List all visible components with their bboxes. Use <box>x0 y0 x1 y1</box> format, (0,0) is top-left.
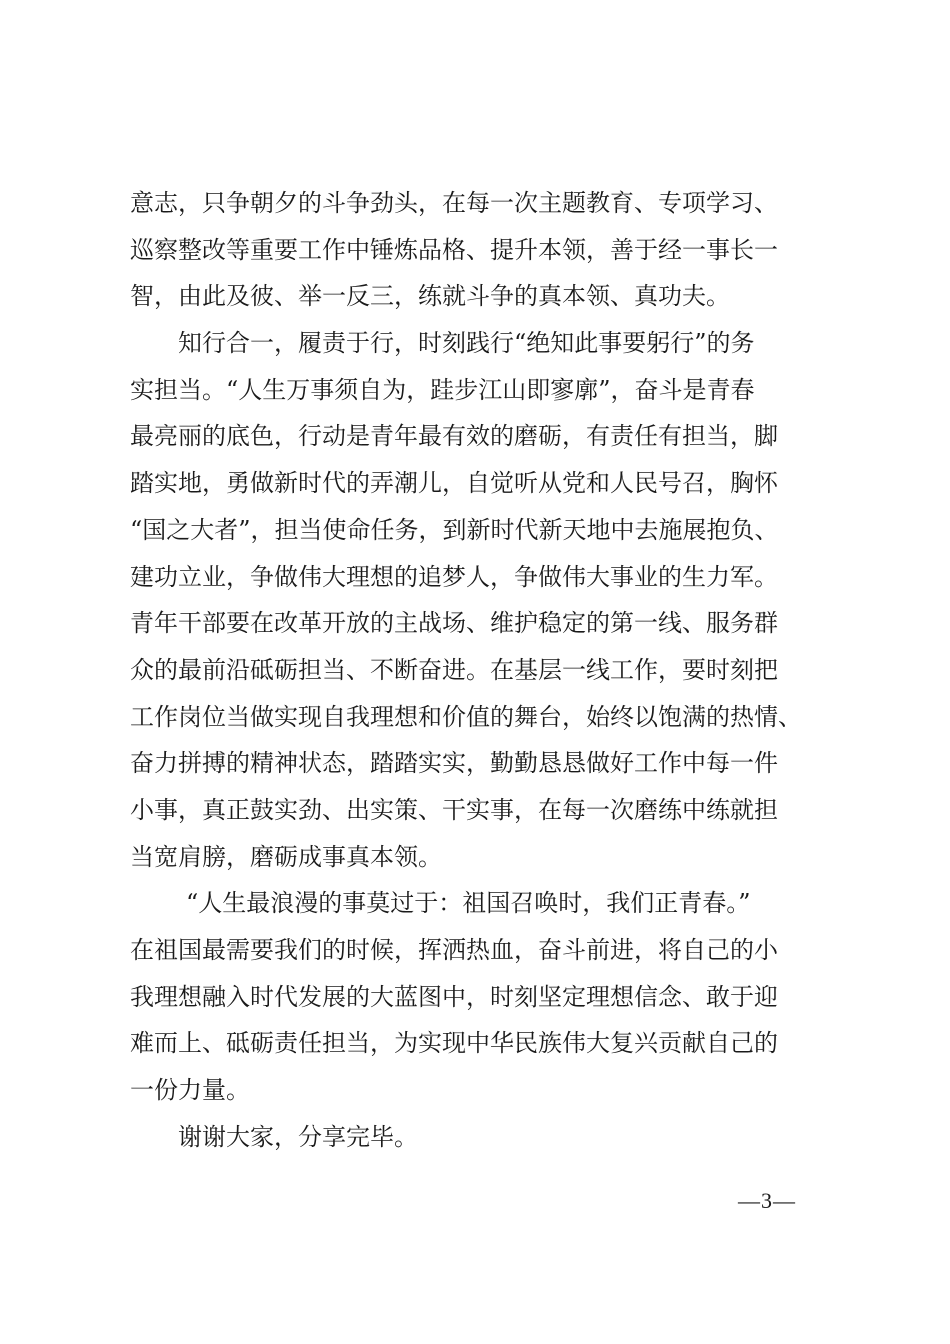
text-line: 实担当。“人生万事须自为，跬步江山即寥廓”，奋斗是青春 <box>130 375 755 404</box>
text-line: 我理想融入时代发展的大蓝图中，时刻坚定理想信念、敢于迎 <box>130 982 778 1011</box>
text-line: 智，由此及彼、举一反三，练就斗争的真本领、真功夫。 <box>130 282 730 311</box>
text-line: 难而上、砥砺责任担当，为实现中华民族伟大复兴贡献自己的 <box>130 1029 778 1058</box>
text-line: 众的最前沿砥砺担当、不断奋进。在基层一线工作，要时刻把 <box>130 655 778 684</box>
closing-line: 谢谢大家，分享完毕。 <box>178 1122 418 1151</box>
text-line: 一份力量。 <box>130 1076 250 1105</box>
text-line: 小事，真正鼓实劲、出实策、干实事，在每一次磨练中练就担 <box>130 795 778 824</box>
text-line: “国之大者”，担当使命任务，到新时代新天地中去施展抱负、 <box>130 515 779 544</box>
page-number: —3— <box>738 1188 796 1213</box>
text-line: 建功立业，争做伟大理想的追梦人，争做伟大事业的生力军。 <box>130 562 778 591</box>
text-line: 最亮丽的底色，行动是青年最有效的磨砺，有责任有担当，脚 <box>130 422 778 451</box>
text-line: 意志，只争朝夕的斗争劲头，在每一次主题教育、专项学习、 <box>130 189 778 217</box>
text-line: 踏实地，勇做新时代的弄潮儿，自觉听从党和人民号召，胸怀 <box>130 469 778 498</box>
text-line: 奋力拼搏的精神状态，踏踏实实，勤勤恳恳做好工作中每一件 <box>130 749 778 778</box>
text-line: 青年干部要在改革开放的主战场、维护稳定的第一线、服务群 <box>130 609 778 638</box>
text-line: 巡察整改等重要工作中锤炼品格、提升本领，善于经一事长一 <box>130 235 778 264</box>
text-line: 当宽肩膀，磨砺成事真本领。 <box>130 842 442 871</box>
text-line: 在祖国最需要我们的时候，挥洒热血，奋斗前进，将自己的小 <box>130 936 778 964</box>
paragraph-first-line: 知行合一，履责于行，时刻践行“绝知此事要躬行”的务 <box>178 329 755 358</box>
text-line: 工作岗位当做实现自我理想和价值的舞台，始终以饱满的热情、 <box>130 702 802 731</box>
paragraph-first-line: “人生最浪漫的事莫过于：祖国召唤时，我们正青春。” <box>186 889 751 918</box>
document-body <box>130 180 830 1160</box>
